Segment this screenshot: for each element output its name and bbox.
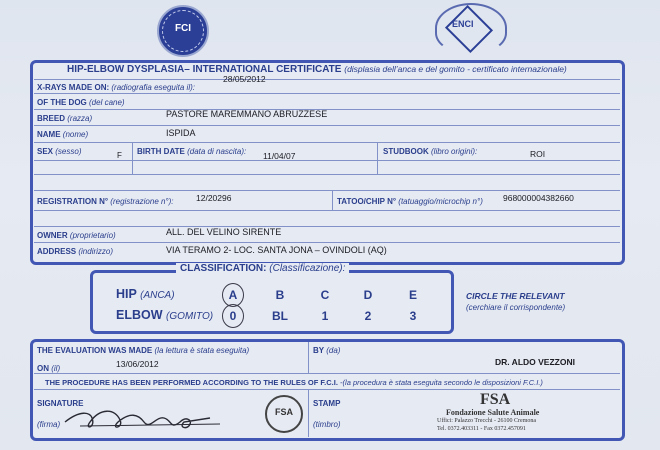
rule-line bbox=[34, 210, 620, 211]
rule-line bbox=[34, 174, 620, 175]
owner-label: OWNER (proprietario) bbox=[37, 231, 116, 240]
name-label: NAME (nome) bbox=[37, 130, 89, 139]
rule-line bbox=[34, 373, 620, 374]
evaluation-made-label: THE EVALUATION WAS MADE (la lettura è stata eseguita) bbox=[37, 346, 250, 355]
rule-line bbox=[34, 160, 620, 161]
fsa-short-name: FSA bbox=[480, 391, 511, 408]
registration-label: REGISTRATION N° (registrazione n°): bbox=[37, 197, 174, 206]
column-divider bbox=[377, 142, 378, 174]
hip-grade-e: E bbox=[408, 288, 417, 302]
rule-line bbox=[34, 389, 620, 390]
enci-logo bbox=[437, 5, 507, 51]
hip-grade-a: A bbox=[228, 288, 238, 302]
signature-label-it: (firma) bbox=[37, 420, 61, 429]
dog-label: OF THE DOG (del cane) bbox=[37, 98, 125, 107]
evaluation-by-label: BY (da) bbox=[313, 346, 341, 355]
address-label: ADDRESS (indirizzo) bbox=[37, 247, 114, 256]
birth-date-value: 11/04/07 bbox=[263, 151, 296, 161]
rule-line bbox=[34, 93, 620, 94]
column-divider bbox=[308, 342, 309, 373]
breed-value: PASTORE MAREMMANO ABRUZZESE bbox=[166, 109, 328, 119]
evaluation-on-label: ON (il) bbox=[37, 364, 61, 373]
hip-grade-c: C bbox=[320, 288, 330, 302]
sex-label: SEX (sesso) bbox=[37, 147, 82, 156]
rule-line bbox=[34, 79, 620, 80]
hip-grade-d: D bbox=[363, 288, 373, 302]
breed-label: BREED (razza) bbox=[37, 114, 93, 123]
circle-note: CIRCLE THE RELEVANT bbox=[466, 291, 565, 301]
fci-logo-text: FCI bbox=[174, 23, 192, 34]
elbow-grade-2: 2 bbox=[364, 309, 372, 323]
stamp-label: STAMP bbox=[313, 399, 341, 408]
chip-value: 968000004382660 bbox=[503, 193, 574, 203]
owner-value: ALL. DEL VELINO SIRENTE bbox=[166, 227, 282, 237]
chip-label: TATOO/CHIP N° (tatuaggio/microchip n°) bbox=[337, 197, 483, 206]
fsa-full-name: Fondazione Salute Animale bbox=[446, 408, 540, 417]
fsa-address: Uffici: Palazzo Trecchi - 26100 Cremona bbox=[437, 418, 537, 424]
xray-date-value: 28/05/2012 bbox=[223, 74, 266, 84]
certificate-title bbox=[67, 64, 567, 75]
column-divider bbox=[308, 389, 309, 437]
rule-line bbox=[34, 142, 620, 143]
elbow-grade-3: 3 bbox=[409, 309, 417, 323]
studbook-label: STUDBOOK (libro origini): bbox=[383, 147, 478, 156]
address-value: VIA TERAMO 2- LOC. SANTA JONA – OVINDOLI (AQ) bbox=[166, 245, 387, 255]
registration-value: 12/20296 bbox=[196, 193, 232, 203]
xray-label: X-RAYS MADE ON: (radiografia eseguita il): bbox=[37, 83, 195, 92]
rule-line bbox=[34, 125, 620, 126]
circle-note-it: (cerchiare il corrispondente) bbox=[466, 303, 566, 312]
certificate-title-en: HIP-ELBOW DYSPLASIA– INTERNATIONAL CERTIFICATE bbox=[67, 64, 342, 75]
fsa-seal-stamp bbox=[265, 395, 303, 433]
handwritten-signature bbox=[60, 400, 220, 434]
column-divider bbox=[132, 142, 133, 174]
classification-box bbox=[90, 270, 454, 334]
rule-line bbox=[34, 190, 620, 191]
rule-line bbox=[34, 242, 620, 243]
birth-date-label: BIRTH DATE (data di nascita): bbox=[137, 147, 247, 156]
hip-grade-b: B bbox=[275, 288, 285, 302]
fsa-seal-text: FSA bbox=[275, 407, 293, 417]
procedure-statement: THE PROCEDURE HAS BEEN PERFORMED ACCORDING TO THE RULES OF F.C.I. -(la procedura è stata eseguita secondo le disposizioni F.C.I.) bbox=[45, 378, 543, 387]
fci-logo bbox=[157, 5, 209, 57]
rule-line bbox=[34, 226, 620, 227]
evaluation-by-value: DR. ALDO VEZZONI bbox=[495, 357, 575, 367]
elbow-label: ELBOW (GOMITO) bbox=[116, 308, 214, 322]
certificate-title-it: (displasia dell’anca e del gomito - certificato internazionale) bbox=[344, 64, 567, 74]
stamp-label-it: (timbro) bbox=[313, 420, 341, 429]
evaluation-date-value: 13/06/2012 bbox=[116, 359, 159, 369]
column-divider bbox=[332, 190, 333, 210]
classification-heading: CLASSIFICATION: (Classificazione): bbox=[176, 263, 349, 274]
elbow-grade-bl: BL bbox=[272, 309, 288, 323]
enci-logo-text: ENCI bbox=[452, 19, 474, 29]
name-value: ISPIDA bbox=[166, 128, 196, 138]
studbook-value: ROI bbox=[530, 149, 546, 159]
elbow-grade-0: 0 bbox=[229, 309, 237, 323]
sex-value: F bbox=[117, 151, 122, 160]
fsa-telephone: Tel. 0372.403311 - Fax 0372.457091 bbox=[437, 426, 526, 432]
signature-label: SIGNATURE bbox=[37, 399, 84, 408]
hip-label: HIP (ANCA) bbox=[116, 287, 175, 301]
elbow-grade-1: 1 bbox=[321, 309, 329, 323]
